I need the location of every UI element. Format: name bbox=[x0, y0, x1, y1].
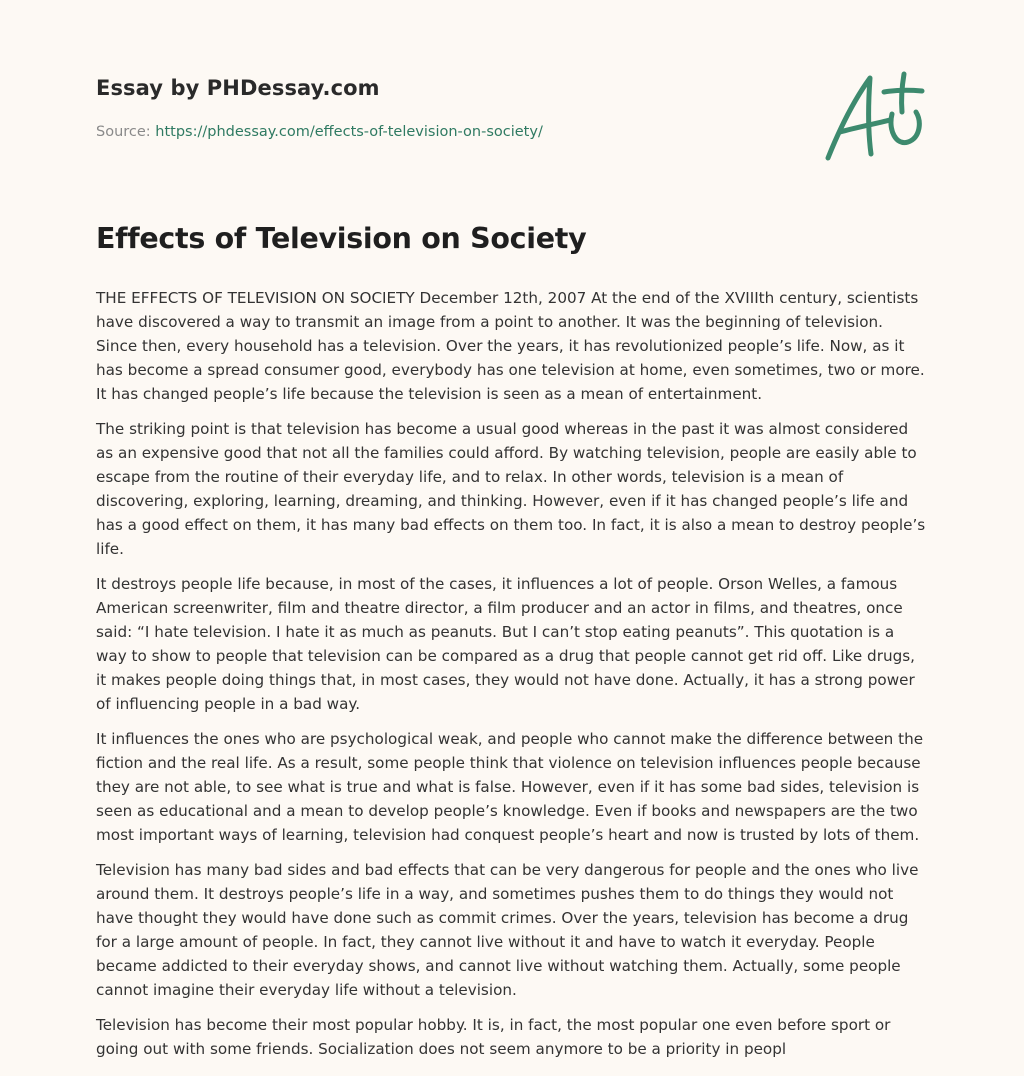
a-plus-grade-icon bbox=[818, 66, 930, 166]
essay-paragraph: The striking point is that television has become a usual good whereas in the past it was almost considered as an expensive good that not all the families could afford. By watching television, people are easily able to escape from the routine of their everyday life, and to relax. In other words, television is a mean of discovering, exploring, learning, dreaming, and thinking. However, even if it has changed people’s life and has a good effect on them, it has many bad effects on them too. In fact, it is also a mean to destroy people’s life. bbox=[96, 420, 926, 558]
source-label: Source: bbox=[96, 124, 156, 140]
essay-paragraph: Television has many bad sides and bad effects that can be very dangerous for people and the ones who live around them. It destroys people’s life in a way, and sometimes pushes them to do things they would not have thought they would have done such as commit crimes. Over the years, television has become a drug for a large amount of people. In fact, they cannot live without it and have to watch it everyday. People became addicted to their everyday shows, and cannot live without watching them. Actually, some people cannot imagine their everyday life without a television. bbox=[96, 861, 919, 999]
essay-body bbox=[96, 286, 928, 1072]
essay-header bbox=[96, 76, 776, 140]
site-brand: Essay by PHDessay.com bbox=[96, 76, 380, 100]
essay-paragraph: THE EFFECTS OF TELEVISION ON SOCIETY December 12th, 2007 At the end of the XVIIIth century, scientists have discovered a way to transmit an image from a point to another. It was the beginning of television. Since then, every household has a television. Over the years, it has revolutionized people’s life. Now, as it has become a spread consumer good, everybody has one television at home, even sometimes, two or more. It has changed people’s life because the television is seen as a mean of entertainment. bbox=[96, 289, 925, 403]
essay-paragraph: Television has become their most popular hobby. It is, in fact, the most popular one even before sport or going out with some friends. Socialization does not seem anymore to be a priority in peopl bbox=[96, 1016, 891, 1058]
source-link[interactable]: https://phdessay.com/effects-of-television-on-society/ bbox=[155, 124, 543, 140]
a-plus-strokes bbox=[828, 74, 922, 158]
essay-paragraph: It influences the ones who are psychological weak, and people who cannot make the difference between the fiction and the real life. As a result, some people think that violence on television influences people because they are not able, to see what is true and what is false. However, even if it has some bad sides, television is seen as educational and a mean to develop people’s knowledge. Even if books and newspapers are the two most important ways of learning, television had conquest people’s heart and now is trusted by lots of them. bbox=[96, 730, 924, 844]
essay-paragraph: It destroys people life because, in most of the cases, it influences a lot of people. Orson Welles, a famous American screenwriter, film and theatre director, a film producer and an actor in films, and theatres, once said: “I hate television. I hate it as much as peanuts. But I can’t stop eating peanuts”. This quotation is a way to show to people that television can be compared as a drug that people cannot get rid off. Like drugs, it makes people doing things that, in most cases, they would not have done. Actually, it has a strong power of influencing people in a bad way. bbox=[96, 575, 915, 713]
source-line bbox=[96, 124, 776, 140]
essay-title: Effects of Television on Society bbox=[96, 222, 587, 255]
